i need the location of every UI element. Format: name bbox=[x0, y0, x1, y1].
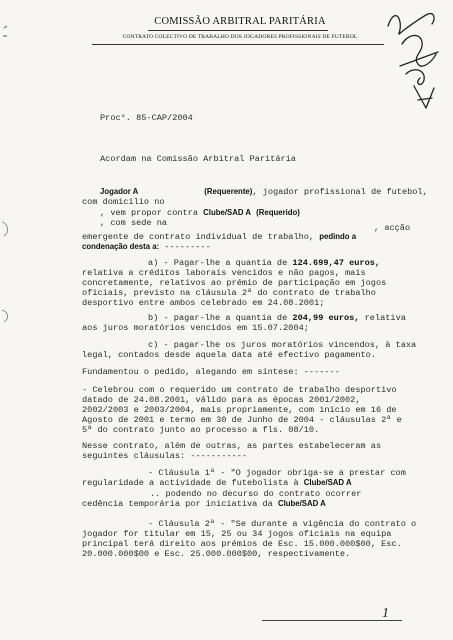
clausula2-line-4: 20.000.000$00 e Esc. 25.000.000$00, respectivamente. bbox=[82, 549, 351, 559]
nesse-line-2: seguintes cláusulas: ----------- bbox=[82, 451, 248, 461]
item-a-line-5: desportivo entre ambos celebrado em 24.08.2001; bbox=[82, 298, 325, 308]
clausula1-line-1: - Cláusula 1ª - "O jogador obriga-se a prestar com bbox=[148, 468, 406, 478]
fundamento-line: Fundamentou o pedido, alegando em síntese: ------- bbox=[82, 367, 340, 377]
celebrou-line-4: Agosto de 2001 e termo em 30 de Junho de 2004 - cláusulas 2ª e bbox=[82, 415, 402, 425]
item-c-line-1: c) - pagar-lhe os juros moratórios vincendos, à taxa bbox=[148, 340, 417, 350]
nesse-line-1: Nesse contrato, além de outras, as partes estabeleceram as bbox=[82, 441, 382, 451]
intro-line-5 bbox=[82, 232, 356, 242]
item-b-text: b) - pagar-lhe a quantia de bbox=[148, 313, 288, 323]
process-number: Proc°. 85-CAP/2004 bbox=[100, 113, 193, 123]
clausula1-club-2: Clube/SAD A bbox=[277, 499, 326, 508]
intro-line-1 bbox=[100, 187, 428, 197]
title-rule bbox=[148, 30, 328, 31]
celebrou-line-1: - Celebrou com o requerido um contrato de trabalho desportivo bbox=[82, 385, 397, 395]
clausula1-line-2-text: regularidade a actividade de futebolista à bbox=[82, 478, 299, 488]
intro-line-4: , com sede na bbox=[100, 218, 168, 228]
item-a-line-3: concretamente, relativos ao prémio de participação em jogos bbox=[82, 278, 387, 288]
requerente-label: (Requerente) bbox=[204, 187, 253, 196]
intro-dash: --------- bbox=[164, 242, 211, 252]
intro-accao: , acção bbox=[374, 223, 411, 233]
subtitle-rule bbox=[92, 44, 384, 45]
clausula2-line-3: principal terá direito aos prémios de Esc. 15.000.000$00, Esc. bbox=[82, 539, 402, 549]
requerido-label: (Requerido) bbox=[256, 208, 300, 217]
clausula1-line-4-text: cedência temporária por iniciativa da bbox=[82, 499, 273, 509]
clausula1-line-3: .. podendo no decurso do contrato ocorrer bbox=[150, 489, 362, 499]
intro-line-3-text: , vem propor contra bbox=[100, 208, 198, 218]
celebrou-line-2: datado de 24.08.2001, válido para as épocas 2001/2002, bbox=[82, 395, 361, 405]
item-b-post: relativa bbox=[364, 313, 406, 323]
item-b-line-1 bbox=[148, 313, 406, 323]
club-name: Clube/SAD A bbox=[203, 208, 251, 217]
clausula1-club: Clube/SAD A bbox=[303, 478, 352, 487]
item-b-line-2: aos juros moratórios vencidos em 15.07.2004; bbox=[82, 323, 309, 333]
item-a-line-1 bbox=[148, 258, 380, 268]
page-number: 1 bbox=[382, 606, 389, 621]
clausula1-line-4 bbox=[82, 499, 326, 509]
clausula2-line-2: jogador for titular em 15, 25 ou 34 jogos oficiais na equipa bbox=[82, 529, 392, 539]
clausula1-line-2 bbox=[82, 478, 352, 488]
intro-line-3 bbox=[100, 208, 300, 218]
intro-line-5-text: emergente de contrato individual de trabalho, bbox=[82, 232, 315, 242]
celebrou-line-5: 5ª do contrato junto ao processo a fls. 08/10. bbox=[82, 425, 320, 435]
handwritten-signature bbox=[378, 4, 450, 116]
item-a-text: a) - Pagar-lhe a quantia de bbox=[148, 258, 288, 268]
intro-line-2: com domicílio no bbox=[82, 197, 165, 207]
margin-marks bbox=[0, 0, 20, 330]
organization-subtitle: CONTRATO COLECTIVO DE TRABALHO DOS JOGADORES PROFISSIONAIS DE FUTEBOL bbox=[122, 34, 358, 40]
footer-rule bbox=[262, 620, 402, 621]
celebrou-line-3: 2002/2003 e 2003/2004, mais propriamente, com início em 16 de bbox=[82, 405, 397, 415]
item-b-amount: 204,99 euros, bbox=[292, 313, 360, 323]
intro-line-1-rest: , jogador profissional de futebol, bbox=[252, 187, 428, 197]
item-a-line-2: relativa a créditos laborais vencidos e não pagos, mais bbox=[82, 268, 366, 278]
item-c-line-2: legal, contados desde aquela data até efectivo pagamento. bbox=[82, 350, 376, 360]
acordam-heading: Acordam na Comissão Arbitral Paritária bbox=[100, 154, 296, 164]
condenacao-label: condenação desta a: bbox=[82, 242, 160, 251]
item-a-amount: 124.699,47 euros, bbox=[292, 258, 381, 268]
item-a-line-4: oficiais, previsto na cláusula 2ª do contrato de trabalho bbox=[82, 288, 376, 298]
pedindo-label: pedindo a bbox=[319, 232, 357, 241]
intro-line-6 bbox=[82, 242, 211, 252]
clausula2-line-1: - Cláusula 2ª - "Se durante a vigência do contrato o bbox=[148, 519, 417, 529]
organization-title: COMISSÃO ARBITRAL PARITÁRIA bbox=[154, 16, 326, 27]
player-name: Jogador A bbox=[100, 187, 139, 196]
